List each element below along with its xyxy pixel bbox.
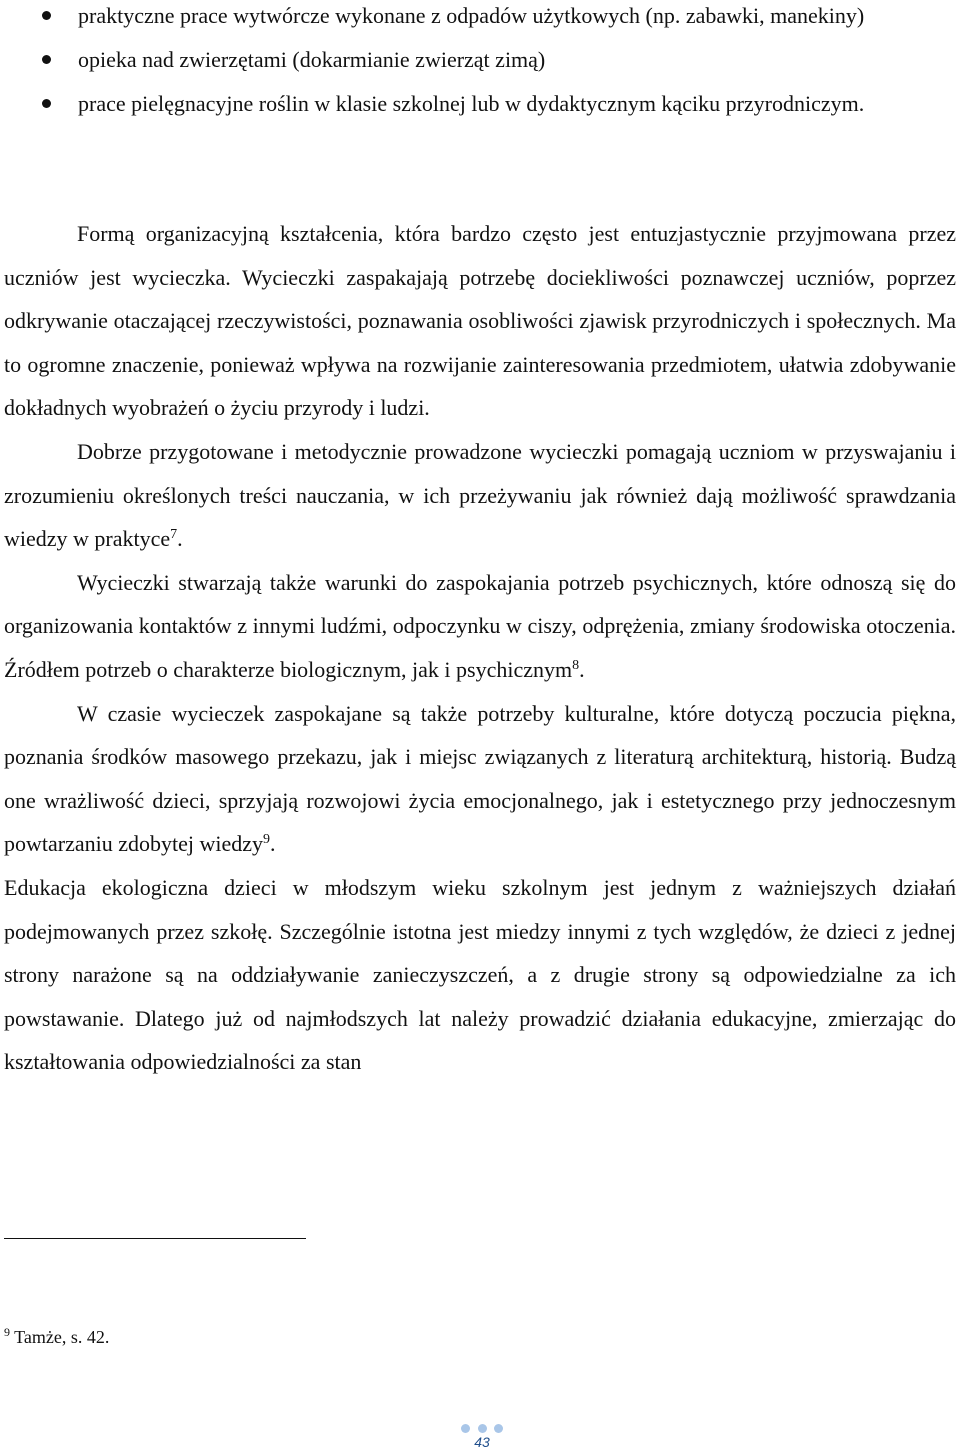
bullet-text: prace pielęgnacyjne roślin w klasie szkolnej lub w dydaktycznym kąciku przyrodniczym. bbox=[78, 91, 865, 116]
paragraph-text: W czasie wycieczek zaspokajane są także potrzeby kulturalne, które dotyczą poczucia piękna, poznania środków masowego przekazu, jak i miejsc związanych z literaturą architekturą, historią. Budzą one wrażliwość dzieci, sprzyjają rozwojowi życia emocjonalnego, jak i estetycznego przy jednoczesnym powtarzaniu zdobytej wiedzy bbox=[4, 700, 956, 857]
dot-icon bbox=[461, 1424, 470, 1433]
page-dots-icon bbox=[461, 1424, 503, 1434]
footnote-number: 9 bbox=[4, 1325, 10, 1339]
bullet-text: opieka nad zwierzętami (dokarmianie zwierząt zimą) bbox=[78, 47, 546, 72]
bullet-list bbox=[0, 0, 958, 126]
bullet-item bbox=[0, 82, 958, 126]
paragraph bbox=[4, 561, 956, 692]
paragraph-tail: . bbox=[579, 656, 585, 682]
paragraph-text: Dobrze przygotowane i metodycznie prowadzone wycieczki pomagają uczniom w przyswajaniu i zrozumieniu określonych treści nauczania, w ich przeżywaniu jak również dają możliwość sprawdzania wiedzy w praktyce bbox=[4, 438, 956, 552]
footnote bbox=[4, 1322, 109, 1352]
paragraph-text: Formą organizacyjną kształcenia, która bardzo często jest entuzjastycznie przyjmowana przez uczniów jest wycieczka. Wycieczki zaspakajają potrzebę dociekliwości poznawczej uczniów, poprzez odkrywanie otaczającej rzeczywistości, poznawania osobliwości zjawisk przyrodniczych i społecznych. Ma to ogromne znaczenie, ponieważ wpływa na rozwijanie zainteresowania przedmiotem, ułatwia zdobywanie dokładnych wyobrażeń o życiu przyrody i ludzi. bbox=[4, 221, 956, 421]
footnote-text: Tamże, s. 42. bbox=[10, 1327, 110, 1347]
footnote-separator bbox=[4, 1238, 306, 1239]
bullet-item bbox=[0, 0, 958, 38]
bullet-text: praktyczne prace wytwórcze wykonane z odpadów użytkowych (np. zabawki, manekiny) bbox=[78, 3, 865, 28]
bullet-item bbox=[0, 38, 958, 82]
paragraph bbox=[4, 212, 956, 430]
paragraph-text: Wycieczki stwarzają także warunki do zaspokajania potrzeb psychicznych, które odnoszą się do organizowania kontaktów z innymi ludźmi, odpoczynku w ciszy, odprężenia, zmiany środowiska otoczenia. Źródłem potrzeb o charakterze biologicznym, jak i psychicznym bbox=[4, 569, 956, 682]
dot-icon bbox=[478, 1424, 487, 1433]
paragraph-tail: . bbox=[270, 831, 276, 857]
bullet-dot-icon bbox=[42, 55, 51, 64]
bullet-dot-icon bbox=[42, 99, 51, 108]
body-text bbox=[4, 212, 956, 1084]
footnote-reference[interactable]: 7 bbox=[170, 527, 178, 543]
page-number: 43 bbox=[474, 1434, 490, 1450]
paragraph-tail: . bbox=[177, 526, 183, 552]
paragraph-text: Edukacja ekologiczna dzieci w młodszym wieku szkolnym jest jednym z ważniejszych działań podejmowanych przez szkołę. Szczególnie istotna jest miedzy innymi z tych względów, że dzieci z jednej strony narażone są na oddziaływanie zanieczyszczeń, a z drugie strony są odpowiedzialne za ich powstawanie. Dlatego już od najmłodszych lat należy prowadzić działania edukacyjne, zmierzając do kształtowania odpowiedzialności za stan bbox=[4, 874, 956, 1075]
paragraph bbox=[4, 430, 956, 561]
footnote-reference[interactable]: 8 bbox=[572, 657, 580, 673]
paragraph bbox=[4, 692, 956, 866]
paragraph bbox=[4, 866, 956, 1084]
bullet-dot-icon bbox=[42, 11, 51, 20]
footnote-reference[interactable]: 9 bbox=[263, 832, 271, 848]
dot-icon bbox=[494, 1424, 503, 1433]
